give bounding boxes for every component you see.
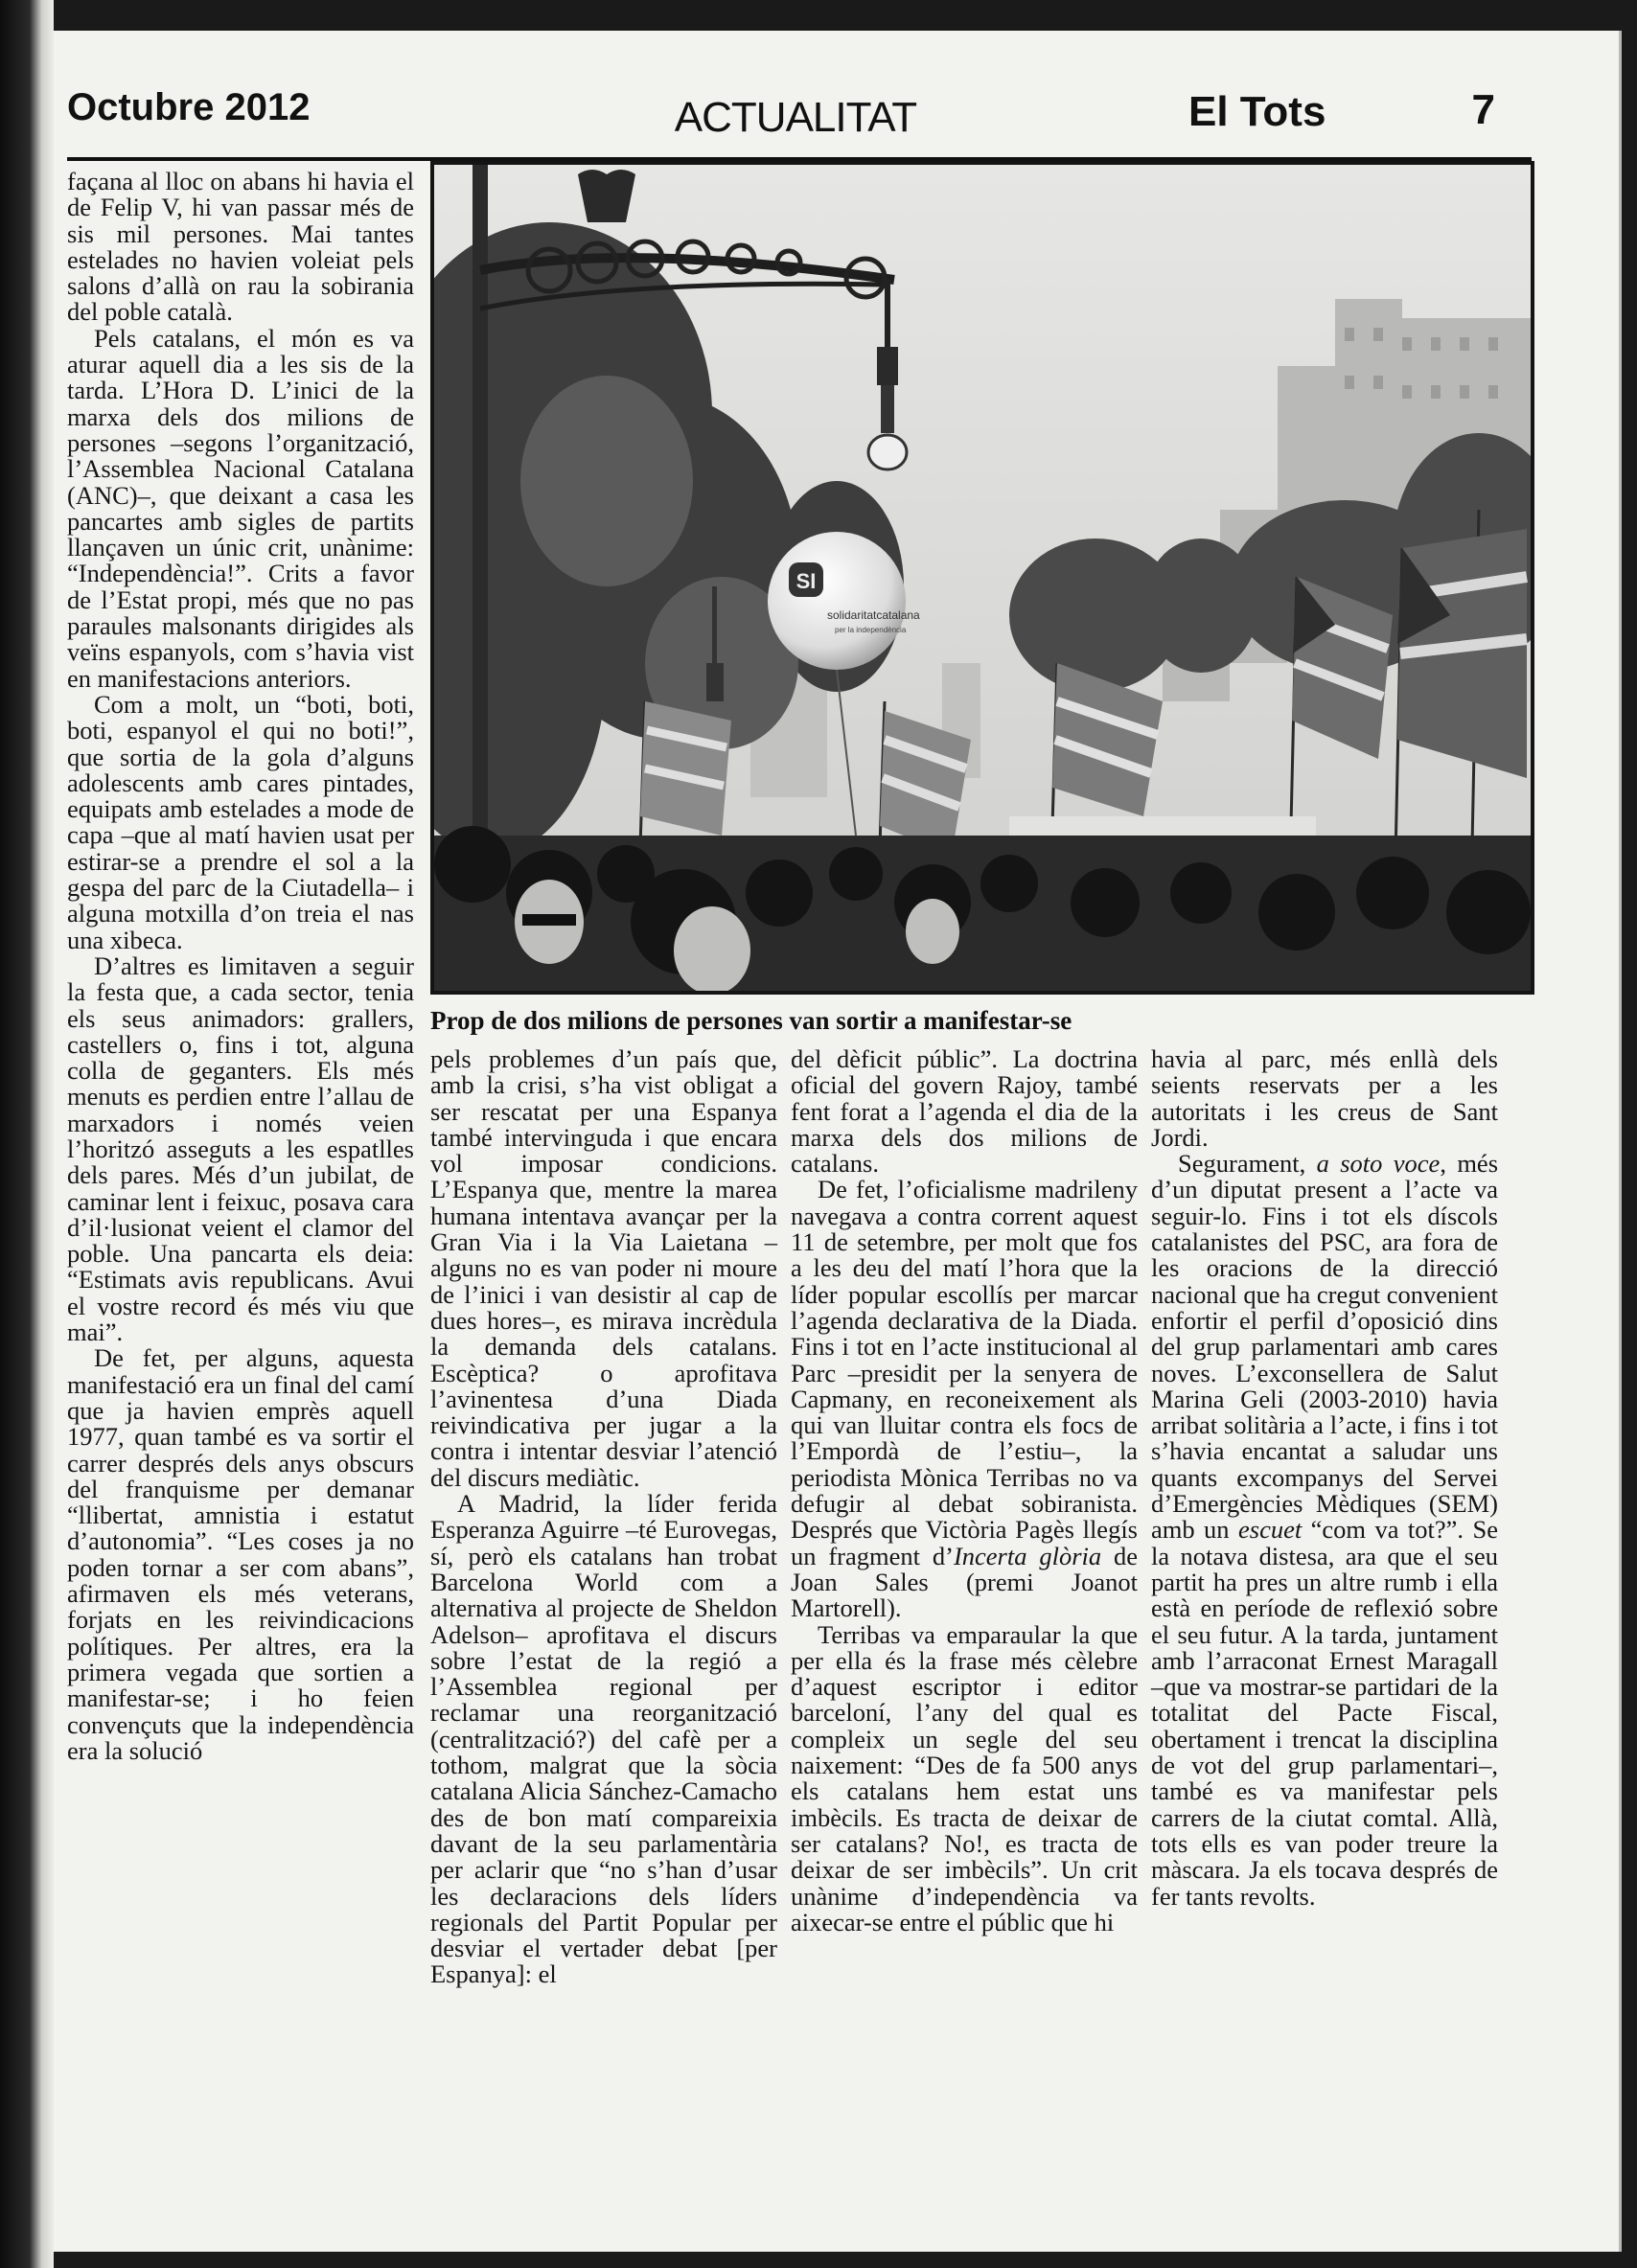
paragraph: del dèficit públic”. La doctrina oficial del govern Rajoy, també fent forat a l’agenda el dia de la marxa dels dos milions de catalans. <box>791 1044 1138 1179</box>
paragraph: D’altres es limitaven a seguir la festa que, a cada sector, tenia els seus animadors: grallers, castellers o, fins i tot, alguna colla de geganters. Els més menuts es perdien entre l’allau de marxadors i només veien l’horitzó asseguts a les espatlles dels pares. Més d’un jubilat, de caminar lent i feixuc, posava cara d’il·lusionat veient el clamor del poble. Una pancarta els deia: “Estimats avis republicans. Avui el vostre record és més viu que mai”. <box>67 951 414 1347</box>
page-number: 7 <box>1471 86 1495 133</box>
paragraph: havia al parc, més enllà dels seients reservats per a les autoritats i les creus de Sant Jordi. <box>1151 1044 1498 1152</box>
paragraph-text: , més d’un diputat present a l’acte va seguir-lo. Fins i tot els díscols catalanistes del PSC, ara fora de les oracions de la direcció nacional que ha cregut convenient enfortir el perfil d’oposició dins del grup parlamentari amb cares noves. L’exconsellera de Salut Marina Geli (2003-2010) havia arribat solitària a l’acte, i fins i tot s’havia encantat a saludar uns quants excompanys del Servei d’Emergències Mèdiques (SEM) amb un <box>1151 1149 1499 1545</box>
paragraph <box>1151 1151 1498 1910</box>
balloon-subtext: per la independència <box>835 626 907 634</box>
demonstration-photo <box>430 161 1534 995</box>
paragraph <box>791 1177 1138 1621</box>
book-title: Incerta glòria <box>953 1541 1102 1570</box>
newspaper-name: El Tots <box>1188 88 1326 135</box>
paragraph-text: de Joan Sales (premi Joanot Martorell). <box>791 1541 1138 1623</box>
paragraph: De fet, per alguns, aquesta manifestació era un final del camí que ja havien emprès aquell 1977, quan també es va sortir el carrer després dels anys obscurs del franquisme per demanar “llibertat, amnistia i estatut d’autonomia”. “Les coses ja no poden tornar a ser com abans”, afirmaven els més veterans, forjats en les reivindicacions polítiques. Per altres, era la primera vegada que sortien a manifestar-se; i ho feien convençuts que la independència era la solució <box>67 1343 414 1765</box>
balloon-logo-text: SI <box>795 569 817 593</box>
paragraph: Pels catalans, el món es va aturar aquell dia a les sis de la tarda. L’Hora D. L’inici de la marxa dels dos milions de persones –segons l’organització, l’Assemblea Nacional Catalana (ANC)–, que deixant a casa les pancartes amb sigles de partits llançaven un únic crit, unànime: “Independència!”. Crits a favor de l’Estat propi, més que no pas paraules malsonants dirigides als veïns espanyols, com s’havia vist en manifestacions anteriors. <box>67 323 414 693</box>
paragraph: Terribas va emparaular la que per ella és la frase més cèlebre d’aquest escriptor i editor barceloní, l’any del qual es compleix un segle del seu naixement: “Des de fa 500 anys els catalans hem estat uns imbècils. Es tracta de deixar de ser catalans? No!, es tracta de deixar de ser imbècils”. Un crit unànime d’independència va aixecar-se entre el públic que hi <box>791 1619 1138 1936</box>
balloon-text: solidaritatcatalana <box>827 608 920 622</box>
paragraph: Com a molt, un “boti, boti, boti, espanyol el qui no boti!”, que sortia de la gola d’alguns adolescents amb cares pintades, equipats amb estelades a mode de capa –que al matí havien usat per estirar-se a prendre el sol a la gespa del parc de la Ciutadella– i alguna motxilla d’on treia el nas una xibeca. <box>67 689 414 954</box>
italic-word: escuet <box>1238 1515 1303 1545</box>
article-column-4 <box>1151 1046 1498 2200</box>
paragraph-text: Segurament, <box>1178 1149 1317 1179</box>
article-column-1 <box>67 169 414 2200</box>
paragraph: A Madrid, la líder ferida Esperanza Aguirre –té Eurovegas, sí, però els catalans han trobat Barcelona World com a alternativa al projecte de Sheldon Adelson– aprofitava el discurs sobre l’estat de la regió a l’Assemblea regional per reclamar una reorganització (centralització?) del cafè per a tothom, malgrat que la sòcia catalana Alicia Sánchez-Camacho des de bon matí compareixia davant de la seu parlamentària per aclarir que “no s’han d’usar les declaracions dels líders regionals del Partit Popular per desviar el vertader debat [per Espanya]: el <box>430 1489 777 1989</box>
italic-phrase: a soto voce <box>1316 1149 1441 1179</box>
article-column-2 <box>430 1046 777 2200</box>
issue-date: Octubre 2012 <box>67 86 311 128</box>
paragraph-text: “com va tot?”. Se la notava distesa, ara que el seu partit ha pres un altre rumb i ella està en període de reflexió sobre el seu futur. A la tarda, juntament amb l’arraconat Ernest Maragall –que va mostrar-se partidari de la totalitat del Pacte Fiscal, obertament i trencat la disciplina de vot del grup parlamentari–, també es va manifestar pels carrers de la ciutat comtal. Allà, tots ells es van poder treure la màscara. Ja els tocava després de fer tants revolts. <box>1151 1515 1498 1911</box>
article-column-3 <box>791 1046 1138 2200</box>
sheet-edge <box>0 0 54 2268</box>
section-title: ACTUALITAT <box>674 94 917 141</box>
photo-caption: Prop de dos milions de persones van sortir a manifestar-se <box>430 1006 1072 1035</box>
paragraph: pels problemes d’un país que, amb la crisi, s’ha vist obligat a ser rescatat per una Espanya també intervinguda i que encara vol imposar condicions. L’Espanya que, mentre la marea humana intentava avançar per la Gran Via i la Via Laietana –alguns no es van poder ni moure de l’inici i van desistir al cap de dues hores–, es mirava incrèdula la demanda dels catalans. Escèptica? o aprofitava l’avinentesa d’una Diada reivindicativa per jugar a la contra i intentar desviar l’atenció del discurs mediàtic. <box>430 1044 777 1492</box>
paragraph: façana al lloc on abans hi havia el de Felip V, hi van passar més de sis mil persones. Mai tantes estelades no havien voleiat pels salons d’allà on rau la sobirania del poble català. <box>67 167 414 327</box>
paragraph-text: De fet, l’oficialisme madrileny navegava a contra corrent aquest 11 de setembre, per molt que fos a les deu del matí l’hora que la líder popular escollís per marcar l’agenda declarativa de la Diada. Fins i tot en l’acte institucional al Parc –presidit per la senyera de Capmany, en reconeixement als qui van lluitar contra els focs de l’Empordà de l’estiu–, la periodista Mònica Terribas no va defugir al debat sobiranista. Després que Victòria Pagès llegís un fragment d’ <box>791 1175 1138 1570</box>
page-side-rule <box>1619 31 1622 2252</box>
